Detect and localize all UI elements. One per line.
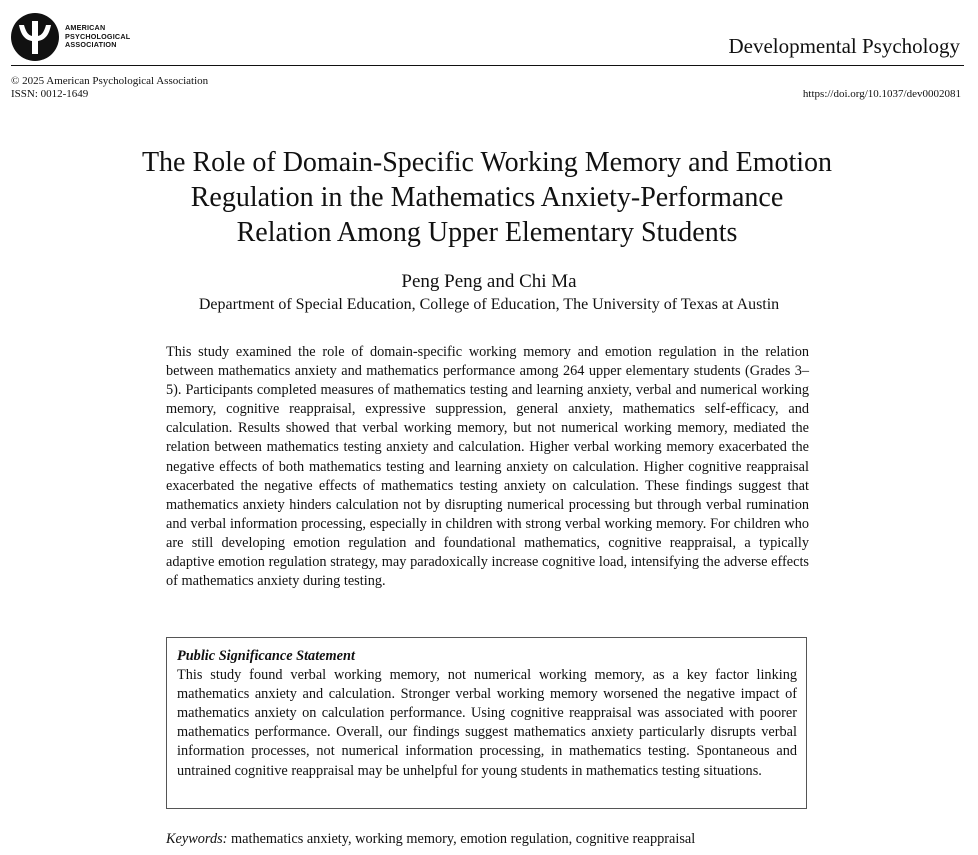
copyright-line: © 2025 American Psychological Association [11, 75, 209, 87]
authors: Peng Peng and Chi Ma [401, 271, 577, 292]
significance-statement-box [166, 637, 807, 809]
issn-line: ISSN: 0012-1649 [11, 88, 89, 100]
significance-text: This study found verbal working memory, not numerical working memory, as a key factor linking mathematics anxiety and calculation. Stronger verbal working memory worsened the negative impact of mathematics anxiety on calculation performance. Using cognitive reappraisal was associated with poorer mathematics performance. Overall, our findings suggest mathematics anxiety particularly disrupts verbal information processes, not numerical information processing, in mathematics testing. Spontaneous and untrained cognitive reappraisal may be unhelpful for young students in mathematics testing situations. [177, 667, 797, 779]
doi-link[interactable]: https://doi.org/10.1037/dev0002081 [802, 88, 961, 100]
apa-psi-logo-icon [11, 13, 59, 61]
org-name-line: PSYCHOLOGICAL [65, 31, 131, 41]
abstract: This study examined the role of domain-specific working memory and emotion regulation in the relation between mathematics anxiety and mathematics performance among 264 upper elementary students (Grades 3–5). Participants completed measures of mathematics testing and learning anxiety, verbal and numerical working memory, cognitive reappraisal, expressive suppression, general anxiety, mathematics self-efficacy, and calculation. Results showed that verbal working memory, but not numerical working memory, mediated the relation between mathematics testing anxiety and calculation. Higher verbal working memory exacerbated the negative effects of both mathematics testing and learning anxiety on calculation. Higher cognitive reappraisal exacerbated the negative effects of mathematics testing anxiety on calculation. These findings suggest that mathematics anxiety hinders calculation not by disrupting numerical processing but through verbal rumination and verbal information processing, especially in children with strong verbal working memory. For children who are still developing emotion regulation and foundational mathematics, cognitive reappraisal, a typically adaptive emotion regulation strategy, may paradoxically increase cognitive load, intensifying the adverse effects of mathematics anxiety during testing. [166, 344, 809, 590]
keywords [166, 830, 695, 849]
affiliation: Department of Special Education, College of Education, The University of Texas at Austin [198, 296, 780, 313]
org-name-line: ASSOCIATION [65, 40, 117, 50]
keywords-list: mathematics anxiety, working memory, emotion regulation, cognitive reappraisal [231, 831, 696, 847]
header-divider [11, 65, 964, 66]
org-name-line: AMERICAN [65, 23, 106, 32]
title-line: The Role of Domain-Specific Working Memory and Emotion [141, 147, 833, 178]
title-line: Relation Among Upper Elementary Students [236, 217, 738, 248]
keywords-label: Keywords: [166, 831, 228, 847]
significance-heading: Public Significance Statement [177, 648, 355, 664]
publication-meta [11, 75, 208, 101]
journal-name: Developmental Psychology [728, 34, 960, 58]
org-name [65, 24, 130, 50]
article-title [60, 145, 914, 250]
title-line: Regulation in the Mathematics Anxiety-Performance [190, 182, 784, 213]
